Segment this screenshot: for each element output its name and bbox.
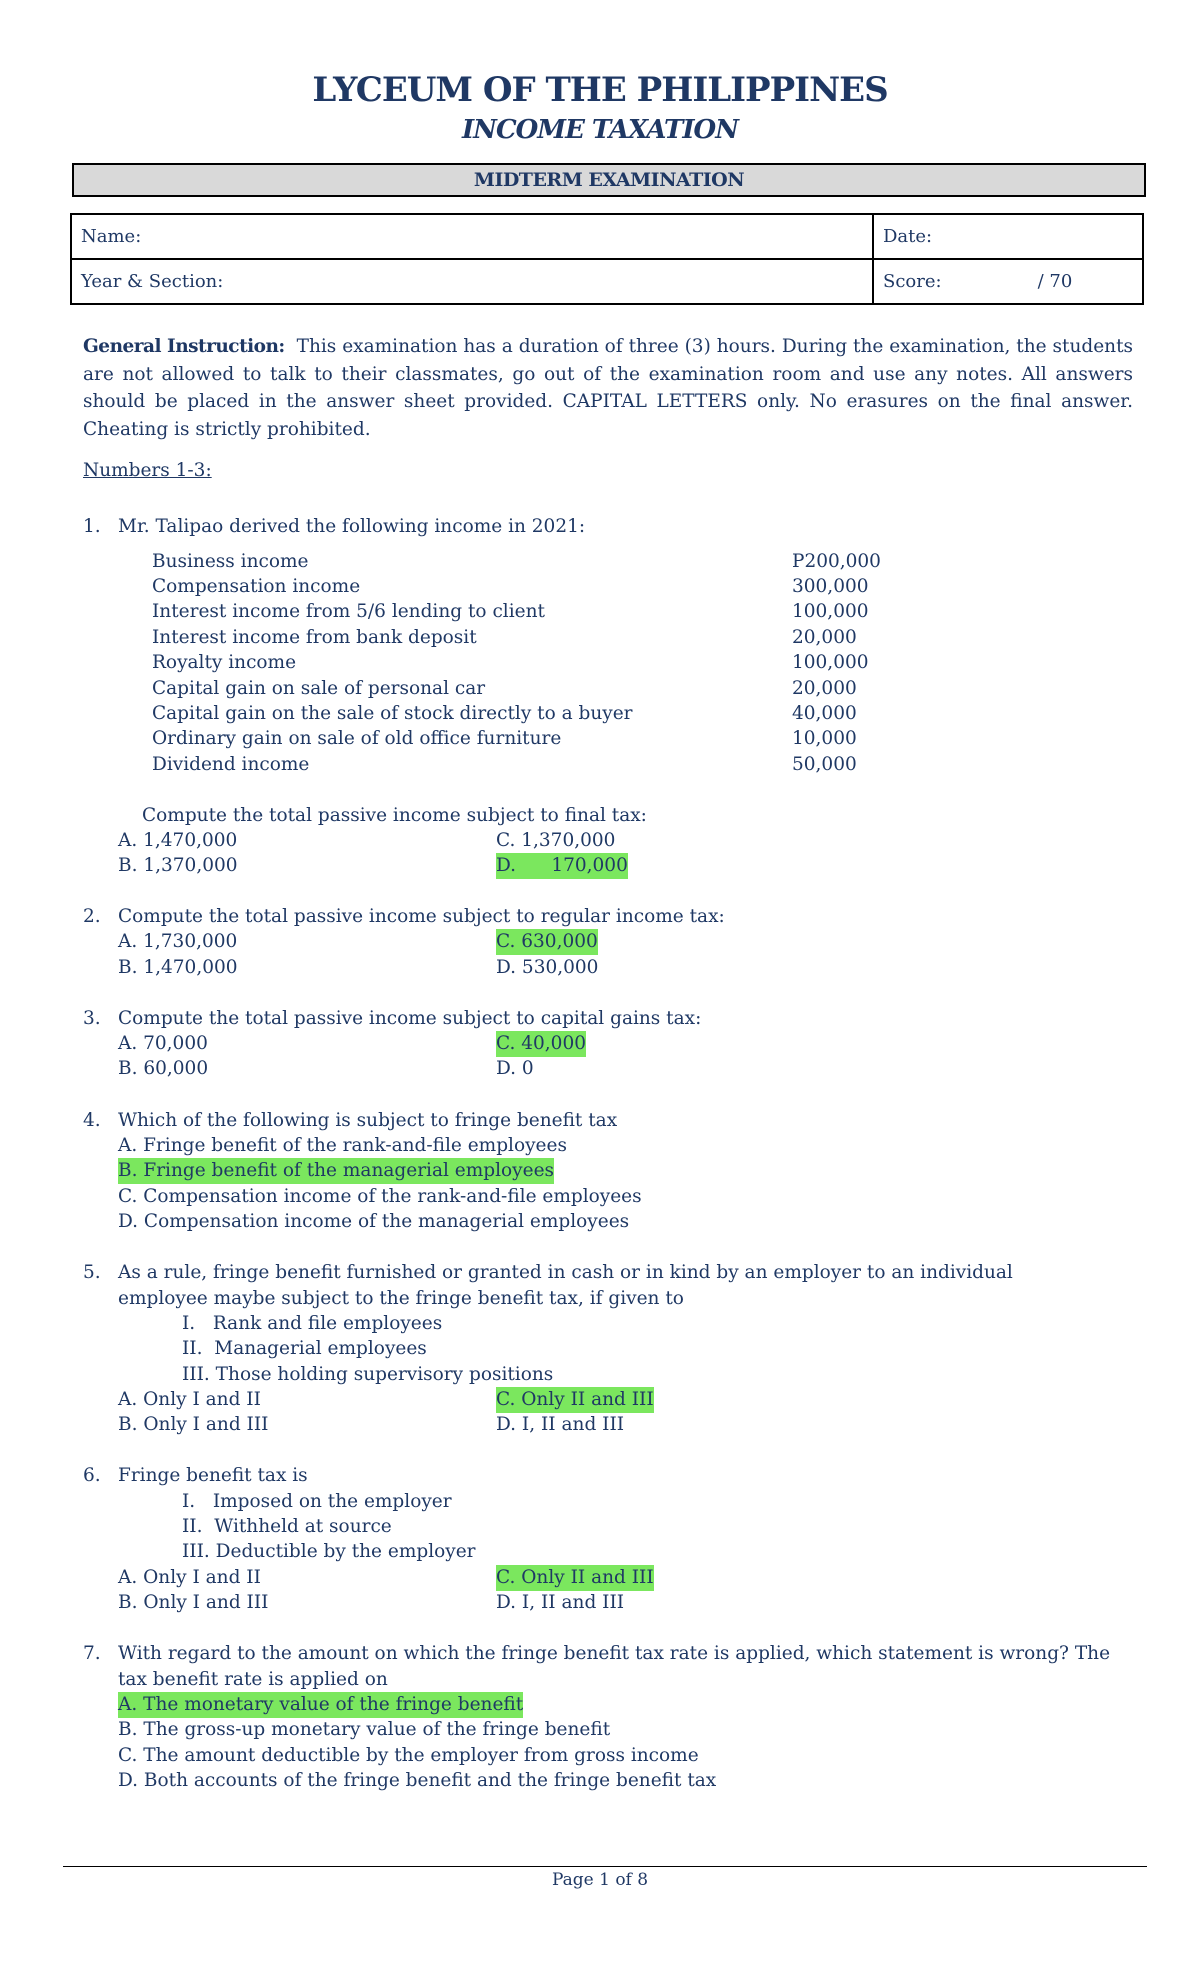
q5-text: As a rule, fringe benefit furnished or granted in cash or in kind by an employer to an individual employee maybe subject to the fringe benefit tax, if given to <box>118 1262 1013 1309</box>
q6-choice-c-correct: C. Only II and III <box>496 1565 654 1591</box>
income-amount: 50,000 <box>792 754 857 775</box>
q5-choice-a: A. Only I and II <box>118 1389 261 1410</box>
q3-choice-b: B. 60,000 <box>118 1058 209 1079</box>
q1-prompt: Compute the total passive income subject to final tax: <box>142 805 647 826</box>
q7-choice-b: B. The gross-up monetary value of the fringe benefit <box>118 1719 611 1740</box>
income-label: Capital gain on sale of personal car <box>152 678 486 699</box>
q4-choice-a: A. Fringe benefit of the rank-and-file employees <box>118 1135 567 1156</box>
income-label: Royalty income <box>152 652 297 673</box>
q4-choice-c: C. Compensation income of the rank-and-file employees <box>118 1186 642 1207</box>
q2-text: Compute the total passive income subject to regular income tax: <box>118 906 725 927</box>
q1-choice-c: C. 1,370,000 <box>496 830 616 851</box>
school-title: LYCEUM OF THE PHILIPPINES <box>312 70 888 110</box>
q5-item-1: I. Rank and file employees <box>182 1313 443 1334</box>
q1-choice-b: B. 1,370,000 <box>118 855 238 876</box>
q2-number: 2. <box>83 906 101 927</box>
q2-choice-b: B. 1,470,000 <box>118 957 238 978</box>
student-info-table <box>70 213 1144 305</box>
exam-banner: MIDTERM EXAMINATION <box>72 163 1146 197</box>
q3-number: 3. <box>83 1008 101 1029</box>
q3-choice-c-correct: C. 40,000 <box>496 1031 586 1057</box>
q7-choice-d: D. Both accounts of the fringe benefit and the fringe benefit tax <box>118 1770 717 1791</box>
section-label: Year & Section: <box>81 271 224 292</box>
score-total: / 70 <box>1037 271 1073 292</box>
q6-item-2: II. Withheld at source <box>182 1516 392 1537</box>
income-amount: 20,000 <box>792 678 857 699</box>
instruction-text: This examination has a duration of three (3) hours. During the examination, the students are not allowed to talk to their classmates, go out of the examination room and use any notes. All answers should be placed in the answer sheet provided. CAPITAL LETTERS only. No erasures on the final answer. Cheating is strictly prohibited. <box>83 336 1133 440</box>
name-field[interactable] <box>71 214 873 259</box>
q6-item-1: I. Imposed on the employer <box>182 1491 452 1512</box>
income-amount: 10,000 <box>792 728 857 749</box>
q6-number: 6. <box>83 1465 101 1486</box>
income-label: Interest income from 5/6 lending to client <box>152 601 545 622</box>
date-field[interactable] <box>873 214 1143 259</box>
q3-choice-d: D. 0 <box>496 1058 534 1079</box>
q6-choice-b: B. Only I and III <box>118 1592 269 1613</box>
income-label: Dividend income <box>152 754 310 775</box>
income-amount: 40,000 <box>792 703 857 724</box>
q5-choice-b: B. Only I and III <box>118 1414 269 1435</box>
q7-text: With regard to the amount on which the fringe benefit tax rate is applied, which statement is wrong? The tax benefit rate is applied on <box>118 1643 1111 1690</box>
income-label: Interest income from bank deposit <box>152 627 477 648</box>
q6-choice-a: A. Only I and II <box>118 1567 261 1588</box>
q5-item-3: III. Those holding supervisory positions <box>182 1364 554 1385</box>
q1-choice-d-correct: D. 170,000 <box>496 853 628 879</box>
q3-choice-a: A. 70,000 <box>118 1033 208 1054</box>
q5-choice-c-correct: C. Only II and III <box>496 1387 654 1413</box>
q7-number: 7. <box>83 1643 101 1664</box>
course-subtitle: INCOME TAXATION <box>462 115 738 145</box>
income-amount: 100,000 <box>792 652 869 673</box>
income-amount: 20,000 <box>792 627 857 648</box>
score-label: Score: <box>883 271 942 292</box>
q6-text: Fringe benefit tax is <box>118 1465 308 1486</box>
score-field[interactable] <box>873 259 1143 304</box>
income-label: Compensation income <box>152 576 361 597</box>
q4-text: Which of the following is subject to fringe benefit tax <box>118 1110 618 1131</box>
income-amount: 100,000 <box>792 601 869 622</box>
q2-choice-d: D. 530,000 <box>496 957 599 978</box>
income-label: Ordinary gain on sale of old office furniture <box>152 728 562 749</box>
income-amount: P200,000 <box>792 551 881 572</box>
name-label: Name: <box>81 226 142 247</box>
instruction-label: General Instruction: <box>83 336 285 357</box>
q7-choice-a-correct: A. The monetary value of the fringe benefit <box>118 1692 523 1718</box>
income-label: Business income <box>152 551 309 572</box>
q6-choice-d: D. I, II and III <box>496 1592 625 1613</box>
q4-number: 4. <box>83 1110 101 1131</box>
income-label: Capital gain on the sale of stock directly to a buyer <box>152 703 633 724</box>
q7-choice-c: C. The amount deductible by the employer from gross income <box>118 1745 699 1766</box>
general-instruction <box>83 333 1133 443</box>
q1-choice-a: A. 1,470,000 <box>118 830 238 851</box>
page-number: Page 1 of 8 <box>551 1870 649 1890</box>
q1-text: Mr. Talipao derived the following income in 2021: <box>118 516 586 537</box>
q2-choice-c-correct: C. 630,000 <box>496 929 598 955</box>
income-amount: 300,000 <box>792 576 869 597</box>
footer-divider <box>63 1866 1147 1867</box>
section-heading: Numbers 1-3: <box>83 460 212 481</box>
q5-number: 5. <box>83 1262 101 1283</box>
q4-choice-b-correct: B. Fringe benefit of the managerial employees <box>118 1158 554 1184</box>
q2-choice-a: A. 1,730,000 <box>118 931 238 952</box>
q3-text: Compute the total passive income subject to capital gains tax: <box>118 1008 702 1029</box>
q5-item-2: II. Managerial employees <box>182 1338 427 1359</box>
q6-item-3: III. Deductible by the employer <box>182 1541 476 1562</box>
date-label: Date: <box>883 226 933 247</box>
q1-number: 1. <box>83 516 101 537</box>
section-field[interactable] <box>71 259 873 304</box>
q5-choice-d: D. I, II and III <box>496 1414 625 1435</box>
q4-choice-d: D. Compensation income of the managerial employees <box>118 1211 630 1232</box>
